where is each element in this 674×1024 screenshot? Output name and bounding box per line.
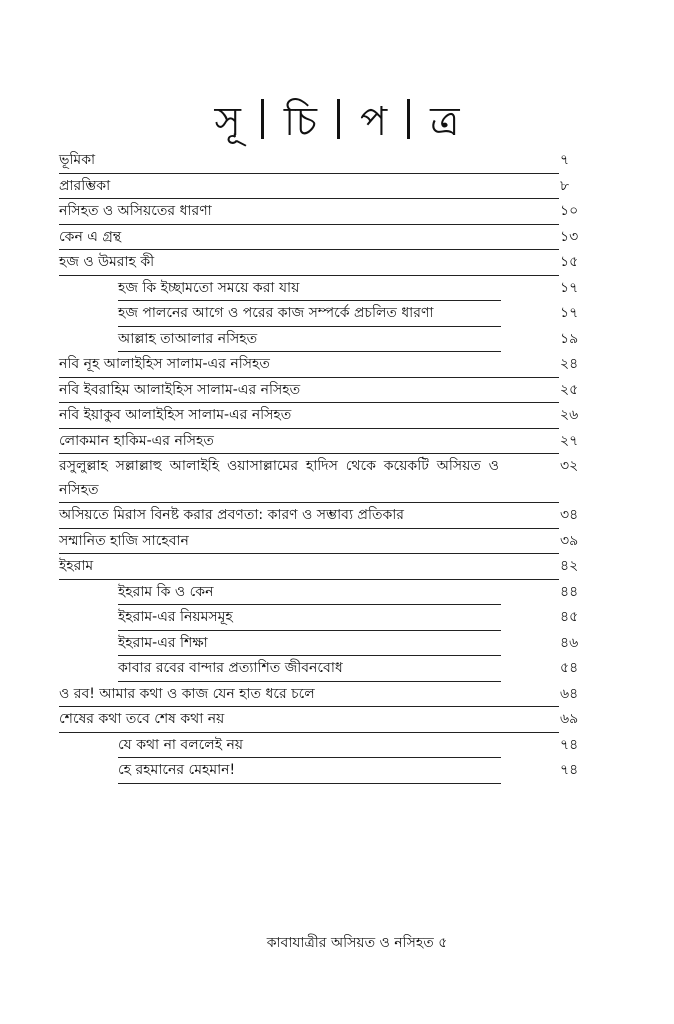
toc-entry-page: ২৭ [560,432,579,449]
toc-entry [59,529,579,555]
toc-entry-title: শেষের কথা তবে শেষ কথা নয় [59,711,225,727]
title-part-1: সূ [214,99,241,145]
toc-entry [59,327,579,353]
toc-entry-page: ১৭ [560,305,579,321]
toc-entry-title: নবি ইবরাহিম আলাইহিস সালাম-এর নসিহত [59,381,301,398]
toc-entry-page: ১৫ [560,254,579,270]
toc-entry-title: ইহরাম [59,558,94,574]
toc-entry-title: সম্মানিত হাজি সাহেবান [59,532,189,549]
toc-entry [59,631,579,657]
title-part-4: ত্র [430,99,460,145]
toc-entry-title: নবি নূহ আলাইহিস সালাম-এর নসিহত [59,356,270,372]
toc-entry [59,378,579,404]
toc-entry [59,352,579,378]
toc-entry-title: ইহরাম কি ও কেন [118,580,501,606]
toc-entry-page: ৫৪ [560,660,579,676]
toc-entry-page: ৩৯ [560,532,579,549]
toc-entry-title: কেন এ গ্রন্থ [59,228,122,245]
toc-entry [59,605,579,631]
toc-entry [59,250,579,276]
toc-entry-page: ৪৪ [560,583,579,600]
toc-entry [59,682,579,708]
toc-entry [59,225,579,251]
toc-entry-title: হজ কি ইচ্ছামতো সময়ে করা যায় [118,276,501,302]
toc-entry-page: ৭৪ [560,736,579,753]
toc-entry [59,758,579,784]
toc-entry-title: ইহরাম-এর শিক্ষা [118,631,501,657]
toc-entry [59,554,579,580]
toc-entry-title: রসুলুল্লাহ সল্লাল্লাহু আলাইহি ওয়াসাল্লামের হাদিস থেকে কয়েকটি অসিয়ত ও নসিহত [59,458,499,498]
toc-entry-page: ২৬ [560,407,579,423]
toc-entry [59,174,570,200]
toc-entry-title: হজ ও উমরাহ কী [59,254,155,270]
toc-entry [59,454,579,503]
toc-entry-title: হে রহমানের মেহমান! [118,758,501,784]
page-title [0,92,674,152]
toc-entry-page: ৬৯ [560,711,579,727]
toc-entry-title: লোকমান হাকিম-এর নসিহত [59,432,214,449]
toc-entry [59,656,579,682]
toc-entry-title: নসিহত ও অসিয়তের ধারণা [59,203,212,219]
toc-entry-title: কাবার রবের বান্দার প্রত্যাশিত জীবনবোধ [118,656,501,682]
toc-entry [59,733,579,759]
toc-entry-page: ৪৬ [560,634,579,651]
toc-entry-page: ৭ [560,152,570,168]
toc-entry-title: হজ পালনের আগে ও পরের কাজ সম্পর্কে প্রচলিত ধারণা [118,301,501,327]
toc-entry-page: ৬৪ [560,685,579,702]
toc-entry-title: ও রব! আমার কথা ও কাজ যেন হাত ধরে চলে [59,685,315,702]
toc-entry-page: ১৯ [560,330,579,347]
toc-entry-title: আল্লাহ তাআলার নসিহত [118,327,501,353]
toc-entry [59,403,579,429]
table-of-contents [59,148,579,784]
toc-entry-title: যে কথা না বললেই নয় [118,733,501,759]
toc-entry-title: ইহরাম-এর নিয়মসমূহ [118,605,501,631]
toc-entry-page: ১৭ [560,279,579,296]
toc-entry [59,301,579,327]
toc-entry [59,429,579,455]
toc-entry-title: প্রারম্ভিকা [59,177,111,194]
toc-entry [59,707,579,733]
toc-entry-title: অসিয়তে মিরাস বিনষ্ট করার প্রবণতা: কারণ ও সম্ভাব্য প্রতিকার [59,507,405,523]
toc-entry-page: ৮ [560,177,570,194]
toc-entry-page: ১০ [560,203,579,219]
page-footer: কাবাযাত্রীর অসিয়ত ও নসিহত ৫ [266,935,448,951]
toc-entry [59,199,579,225]
toc-entry-page: ৭৪ [560,762,579,778]
toc-entry [59,148,570,174]
toc-entry-title: নবি ইয়াকুব আলাইহিস সালাম-এর নসিহত [59,407,292,423]
toc-entry [59,276,579,302]
toc-entry-page: ৪৫ [560,609,579,625]
toc-entry [59,580,579,606]
toc-entry [59,503,579,529]
toc-entry-page: ৩৪ [560,507,579,523]
toc-entry-page: ১৩ [560,228,579,245]
toc-entry-page: ৩২ [560,458,579,474]
title-part-2: চি [283,99,317,145]
toc-entry-title: ভূমিকা [59,152,96,168]
toc-entry-page: ২৪ [560,356,579,372]
title-part-3: প [359,99,388,145]
toc-entry-page: ২৫ [560,381,579,398]
toc-entry-page: ৪২ [560,558,579,574]
